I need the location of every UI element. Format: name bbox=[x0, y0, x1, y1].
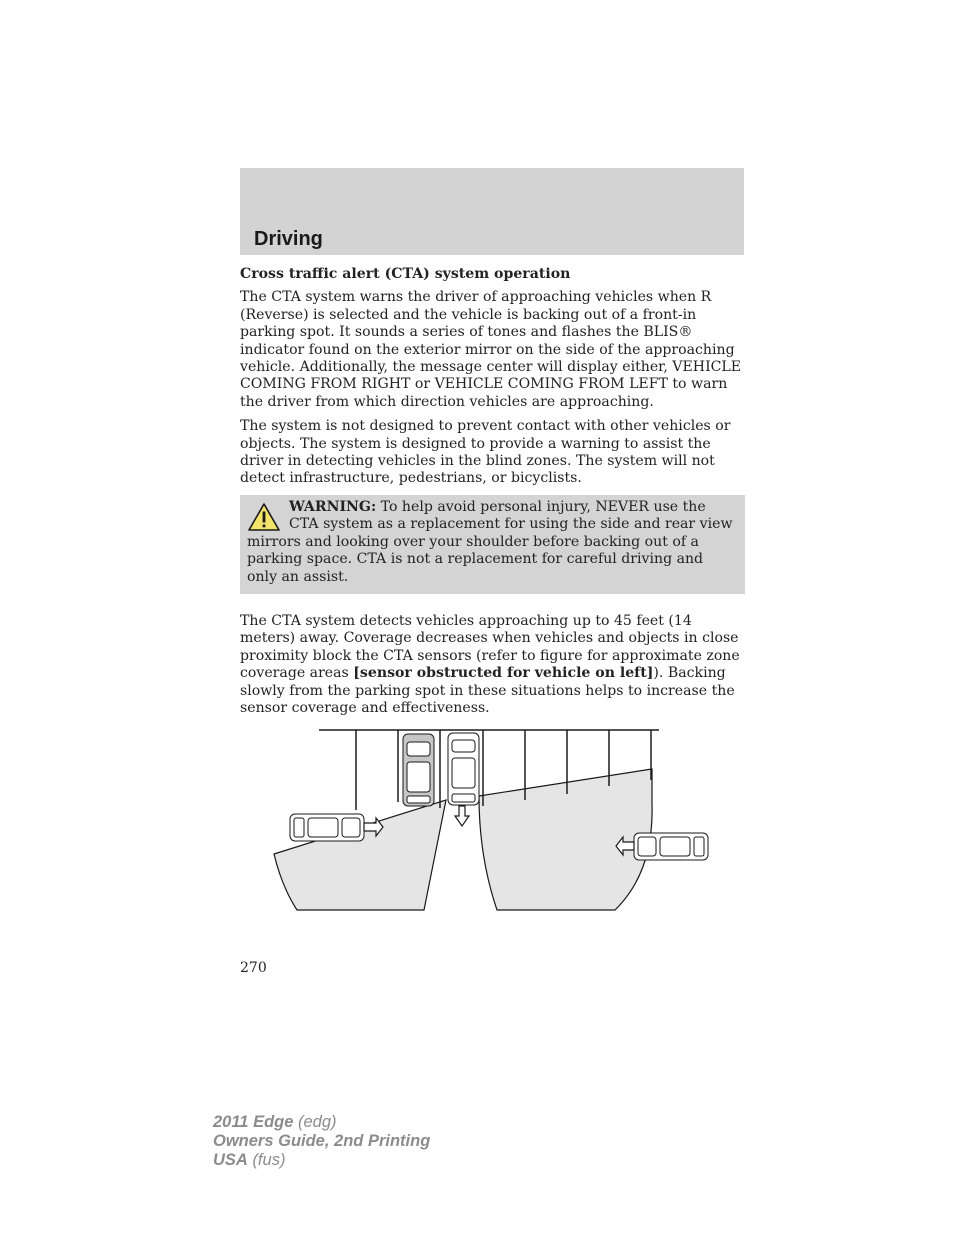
backing-vehicle bbox=[448, 733, 479, 805]
paragraph-1: The CTA system warns the driver of approaching vehicles when R (Reverse) is selected and the vehicle is backing out of a front-in parking spot. It sounds a series of tones and flashes the BLIS® indicator found on the exterior mirror on the side of the approaching vehicle. Additionally, the message center will display either, VEHICLE COMING FROM RIGHT or VEHICLE COMING FROM LEFT to warn the driver from which direction vehicles are approaching. bbox=[240, 289, 742, 410]
page-number: 270 bbox=[240, 960, 267, 976]
warning-text: To help avoid personal injury, NEVER use the CTA system as a replacement for using the side and rear view mirrors and looking over your shoulder before backing out of a parking space. CTA is not a replacement for careful driving and only an assist. bbox=[247, 498, 733, 585]
footer-model-code: (edg) bbox=[298, 1113, 337, 1131]
paragraph-3-text-b: ). Backing slowly from the parking spot in these situations helps to increase the sensor coverage and effectiveness. bbox=[240, 665, 735, 716]
paragraph-3 bbox=[240, 613, 745, 717]
footer bbox=[213, 1113, 430, 1170]
approaching-vehicle-left bbox=[290, 814, 364, 841]
right-coverage-zone bbox=[479, 769, 652, 910]
footer-model: 2011 Edge bbox=[213, 1113, 294, 1131]
main-content bbox=[240, 266, 745, 724]
footer-line-3 bbox=[213, 1151, 430, 1170]
subheading: Cross traffic alert (CTA) system operation bbox=[240, 266, 571, 282]
warning-triangle-icon bbox=[247, 502, 281, 532]
parked-car bbox=[403, 734, 434, 806]
reverse-arrow-icon bbox=[455, 806, 469, 826]
footer-guide: Owners Guide, 2nd Printing bbox=[213, 1132, 431, 1150]
paragraph-2: The system is not designed to prevent contact with other vehicles or objects. The system is designed to provide a warning to assist the driver in detecting vehicles in the blind zones. The system will not detect infrastructure, pedestrians, or bicyclists. bbox=[240, 418, 731, 487]
footer-market-code: (fus) bbox=[252, 1151, 286, 1169]
approaching-vehicle-right bbox=[634, 833, 708, 860]
paragraph-3-text-a: The CTA system detects vehicles approaching up to 45 feet (14 meters) away. Coverage decreases when vehicles and objects in close proximity block the CTA sensors (refer to figure for approximate zone coverage areas bbox=[240, 612, 740, 682]
warning-box bbox=[240, 495, 745, 594]
footer-line-2 bbox=[213, 1132, 430, 1151]
section-title: Driving bbox=[254, 228, 323, 250]
section-header-band bbox=[240, 168, 744, 255]
footer-line-1 bbox=[213, 1113, 430, 1132]
paragraph-3-emphasis: [sensor obstructed for vehicle on left] bbox=[353, 665, 654, 682]
footer-market: USA bbox=[213, 1151, 248, 1169]
cta-coverage-diagram bbox=[270, 722, 716, 918]
warning-label: WARNING: bbox=[289, 498, 377, 515]
